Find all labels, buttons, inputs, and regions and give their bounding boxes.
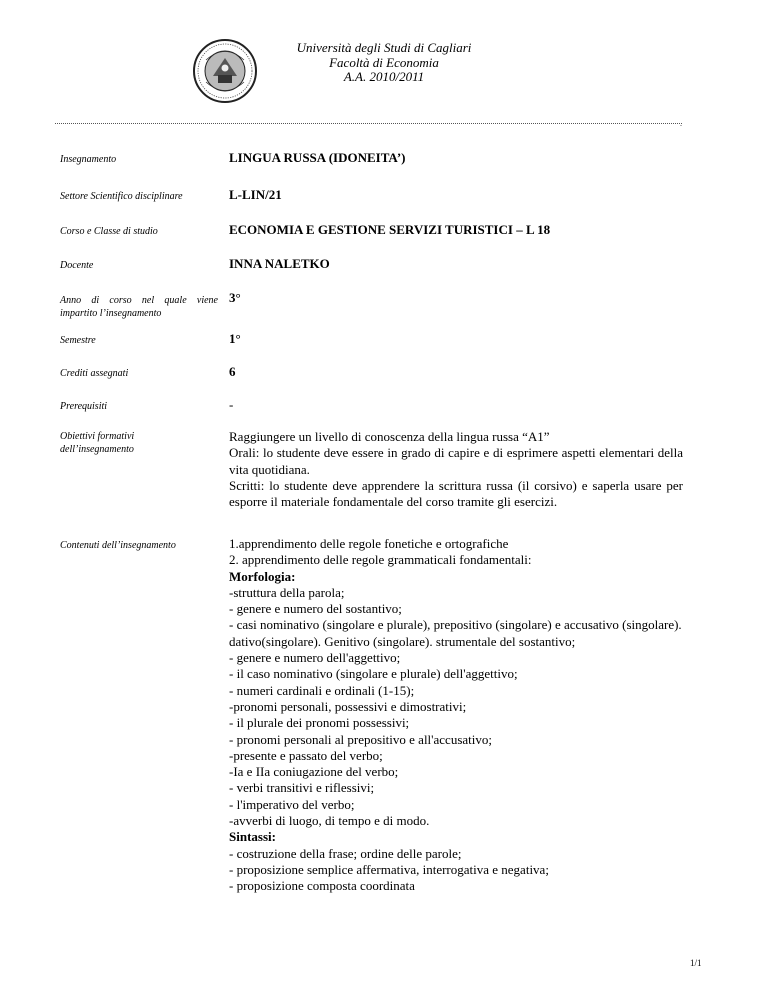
morfologia-item: - casi nominativo (singolare e plurale), prepositivo (singolare) e accusativo (singolare). dativo(singolare). Genitivo (singolare). strumentale del sostantivo; <box>229 617 682 649</box>
contenuti-intro-line: 2. apprendimento delle regole grammaticali fondamentali: <box>229 552 532 568</box>
morfologia-item: - pronomi personali al prepositivo e all'accusativo; <box>229 731 492 747</box>
obiettivi-text <box>229 429 683 510</box>
field-value: - <box>229 397 234 412</box>
contenuti-intro-line: 1.apprendimento delle regole fonetiche e ortografiche <box>229 536 509 551</box>
field-value: 1° <box>229 331 241 346</box>
field-label: Obiettivi formativi dell’insegnamento <box>60 431 135 455</box>
morfologia-heading: Morfologia: <box>229 568 296 584</box>
morfologia-item: -struttura della parola; <box>229 584 345 600</box>
contenuti-text <box>229 536 683 895</box>
document-header <box>0 0 768 120</box>
morfologia-item: -presente e passato del verbo; <box>229 747 383 763</box>
sintassi-item: - proposizione semplice affermativa, interrogativa e negativa; <box>229 861 549 877</box>
field-label: Semestre <box>60 335 96 346</box>
field-label: Crediti assegnati <box>60 368 129 379</box>
morfologia-item: -pronomi personali, possessivi e dimostrativi; <box>229 698 467 714</box>
field-label: Anno di corso nel quale viene impartito l’insegnamento <box>60 295 218 319</box>
field-label: Corso e Classe di studio <box>60 226 158 237</box>
university-name: Università degli Studi di Cagliari <box>296 40 472 55</box>
academic-year: A.A. 2010/2011 <box>343 69 425 84</box>
field-label: Contenuti dell’insegnamento <box>60 540 176 551</box>
divider-end-mark: . <box>680 119 682 128</box>
sintassi-heading: Sintassi: <box>229 829 276 845</box>
field-label: Settore Scientifico disciplinare <box>60 191 183 202</box>
morfologia-item: - genere e numero del sostantivo; <box>229 601 402 617</box>
page-number: 1/1 <box>690 958 702 968</box>
morfologia-item: - numeri cardinali e ordinali (1-15); <box>229 682 415 698</box>
university-seal-icon <box>192 38 258 104</box>
field-value: INNA NALETKO <box>229 256 330 271</box>
morfologia-item: - il caso nominativo (singolare e plurale) dell'aggettivo; <box>229 666 518 682</box>
field-label: Prerequisiti <box>60 401 108 412</box>
morfologia-item: - genere e numero dell'aggettivo; <box>229 650 401 666</box>
field-value: ECONOMIA E GESTIONE SERVIZI TURISTICI – L 18 <box>229 222 551 237</box>
header-divider <box>55 123 682 124</box>
obiettivi-line: Raggiungere un livello di conoscenza della lingua russa “A1” <box>229 429 550 444</box>
field-value: 6 <box>229 364 236 379</box>
institution-block <box>260 41 508 85</box>
morfologia-item: - l'imperativo del verbo; <box>229 796 355 812</box>
field-value: L-LIN/21 <box>229 187 282 202</box>
morfologia-item: -Ia e IIa coniugazione del verbo; <box>229 764 399 780</box>
morfologia-item: - verbi transitivi e riflessivi; <box>229 780 375 796</box>
morfologia-item: -avverbi di luogo, di tempo e di modo. <box>229 813 430 829</box>
obiettivi-line: Scritti: lo studente deve apprendere la scrittura russa (il corsivo) e saperla usare per esporre il materiale fondamentale del corso tramite gli esercizi. <box>229 477 683 510</box>
field-value: 3° <box>229 290 241 305</box>
field-value: LINGUA RUSSA (IDONEITA’) <box>229 150 406 165</box>
obiettivi-line: Orali: lo studente deve essere in grado di capire e di esprimere aspetti elementari della vita quotidiana. <box>229 445 683 477</box>
field-label: Insegnamento <box>60 154 117 165</box>
field-label: Docente <box>60 260 94 271</box>
faculty-name: Facoltà di Economia <box>329 54 439 70</box>
sintassi-item: - costruzione della frase; ordine delle parole; <box>229 845 462 861</box>
sintassi-item: - proposizione composta coordinata <box>229 878 415 894</box>
morfologia-item: - il plurale dei pronomi possessivi; <box>229 715 410 731</box>
